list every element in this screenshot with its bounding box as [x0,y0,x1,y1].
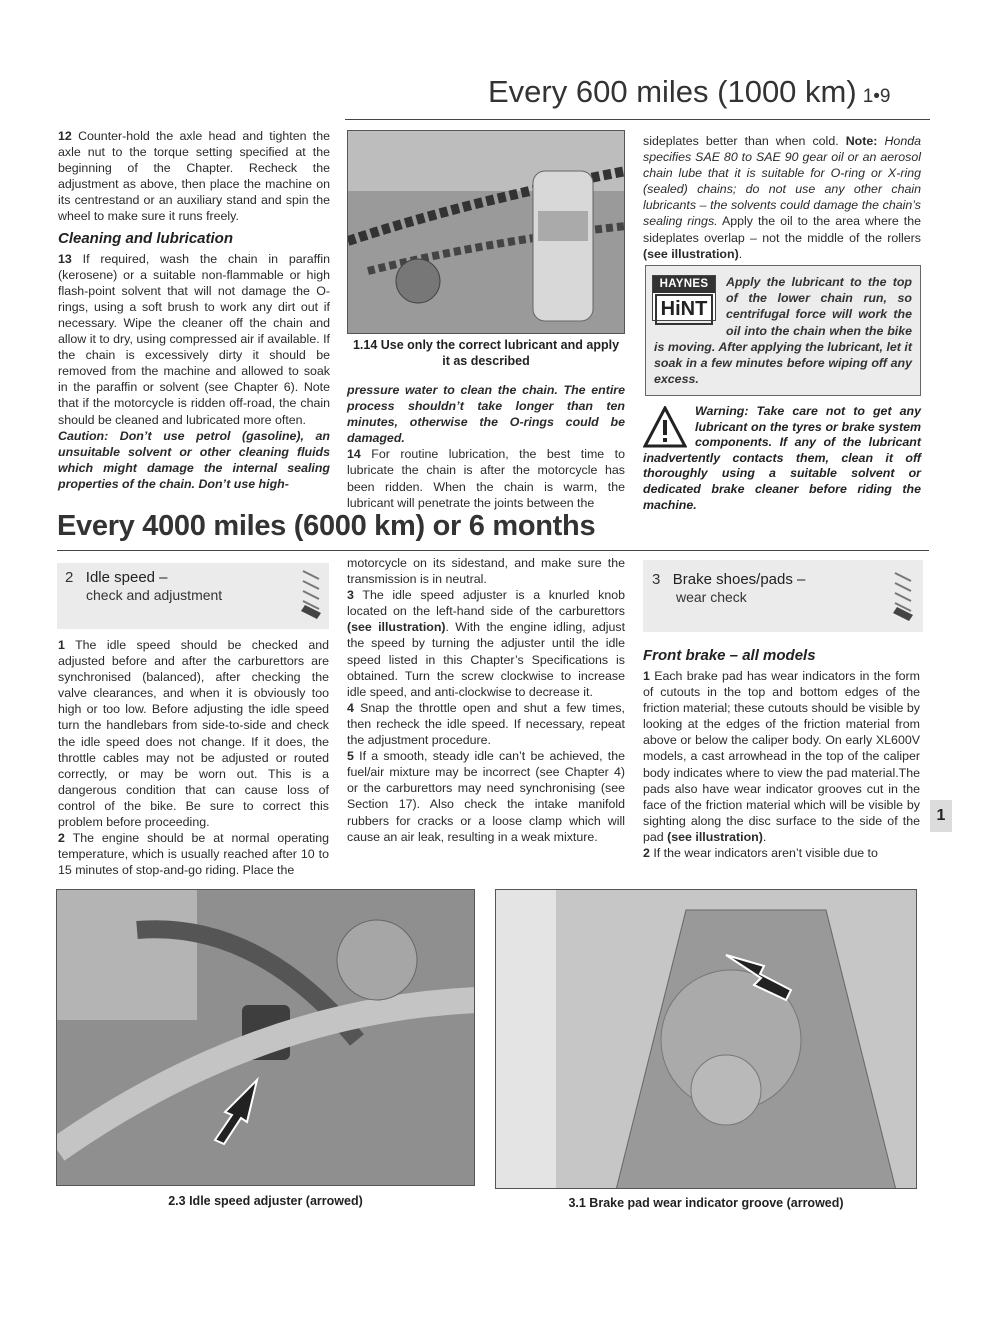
paragraph-text: Snap the throttle open and shut a few times, then recheck the idle speed. If necessary, repeat the adjustment procedure. [347,700,625,748]
section-subtitle: wear check [676,589,747,605]
paragraph-text: If a smooth, steady idle can’t be achieved, the fuel/air mixture may be incorrect (see Chapter 4) or the carburettors may need synchronising (see Section 17). Also check the intake manifold rubbers for cracks or a loose clamp which will cause an air leak, resulting in a weak mixture. [347,749,625,844]
chain-lubrication-illustration [348,131,625,334]
figure-caption-2-3: 2.3 Idle speed adjuster (arrowed) [168,1194,363,1208]
section-number: 3 [652,571,661,588]
step-number: 2 [643,846,650,861]
chapter-tab: 1 [930,800,952,832]
section-title: Every 4000 miles (6000 km) or 6 months [57,510,596,542]
step-number: 13 [58,251,72,266]
idle-speed-adjuster-photo [56,889,475,1186]
note-label: Note: [845,134,878,148]
difficulty-wrench-icon [889,566,917,626]
warning-text: Warning: Take care not to get any lubricant on the tyres or brake system components. If any of the lubricant inadvertently contacts them, clean it off thoroughly using a suitable solvent or dedicated brake cleaner before riding the machine. [643,404,921,512]
paragraph-text: Each brake pad has wear indicators in the form of cutouts in the top and bottom edges of the friction material; these cutouts should be visible by looking at the edges of the friction material from above or below the caliper body. On early XL600V models, a cast arrowhead in the top of the caliper body indicates where to view the pad material.The pads also have wear indicator grooves cut in the face of the friction material which will be visible by sighting along the disc surface to the side of the pad [643,669,920,844]
section-box-brake-pads [643,560,923,632]
paragraph-text: Apply the oil to the area where the sideplates overlap – not the middle of the rollers [643,214,922,245]
paragraph-text: The idle speed should be checked and adjusted before and after the carburettors are synchronised (balanced), after checking the valve clearances, and when it is obviously too high or too low. Before adjusting the idle speed turn the handlebars from side-to-side and check the idle speed does not change. If it does, the throttle cables may not be adjusted or routed correctly, or may be worn out. This is a dangerous condition that can cause loss of control of the bike. Be sure to correct this problem before proceeding. [58,638,330,830]
warning-block [643,404,921,513]
paragraph-5 [347,748,625,845]
paragraph-text: The idle speed adjuster is a knurled knob located on the left-hand side of the carburettors [347,588,625,619]
section-heading-2 [65,569,168,587]
step-number: 2 [58,831,65,846]
see-illustration: (see illustration) [667,829,763,844]
paragraph-text: For routine lubrication, the best time to lubricate the chain is after the motorcycle has been ridden. When the chain is warm, the lubricant will penetrate the joints between the [347,447,625,510]
section-number: 2 [65,569,74,586]
paragraph-text: Counter-hold the axle head and tighten the axle nut to the torque setting specified at the beginning of the Chapter. Recheck the adjustment as above, then place the machine on its centrestand or an auxiliary stand and spin the wheel to make sure it runs freely. [58,129,330,224]
subheading-cleaning: Cleaning and lubrication [58,229,234,247]
column-e [347,555,625,845]
punctuation: . [762,829,767,844]
figure-caption-3-1: 3.1 Brake pad wear indicator groove (arrowed) [568,1196,844,1210]
brake-pad-groove-photo [495,889,917,1189]
section-title-text: Idle speed – [85,569,168,586]
header-rule [345,119,930,120]
step-number: 12 [58,129,72,143]
section-box-idle-speed [57,563,329,629]
column-c [643,133,921,262]
caution-continued: pressure water to clean the chain. The entire process shouldn’t take longer than ten minutes, otherwise the O-rings could be damaged. [347,383,625,446]
paragraph-text: The engine should be at normal operating temperature, which is usually reached after 10 to 15 minutes of stop-and-go riding. Place the [58,831,329,878]
paragraph-14 [347,446,625,510]
step-number: 4 [347,700,354,715]
chain-lubrication-photo [347,130,625,334]
paragraph-text: . With the engine idling, adjust the speed by turning the adjuster until the idle speed listed in this Chapter’s Specifications is obtained. Turn the screw clockwise to increase idle speed, and anti-clockwise to decrease it. [347,620,626,699]
brake-pad-groove-illustration [496,890,917,1189]
paragraph-2 [58,830,329,878]
difficulty-wrench-icon [297,565,325,623]
step-number: 3 [347,588,354,603]
see-illustration: (see illustration) [643,246,739,261]
haynes-hint-logo [652,275,716,321]
see-illustration: (see illustration) [347,620,446,635]
paragraph-12 [58,128,330,225]
paragraph-text: If required, wash the chain in paraffin (kerosene) or a suitable non-flammable or high flash-point solvent that will not damage the O-rings, using a soft brush to work any dirt out if necessary. Wipe the cleaner off the chain and allow it to dry, using compressed air if available. If the chain is excessively dirty it should be removed from the machine and allowed to soak in the paraffin or solvent (see Chapter 6). Note that if the motorcycle is ridden off-road, the chain should be cleaned and lubricated more often. [58,251,330,427]
haynes-hint-box [645,265,921,396]
logo-haynes: HAYNES [653,276,715,293]
column-f [643,645,920,861]
section-title-text: Brake shoes/pads – [672,571,806,588]
step-number: 5 [347,749,354,764]
page-number: 1•9 [862,86,891,107]
paragraph-2-continued: motorcycle on its sidestand, and make sure the transmission is in neutral. [347,556,625,587]
paragraph-text: If the wear indicators aren’t visible due to [653,846,878,861]
note-text: Honda specifies SAE 80 to SAE 90 gear oil or an aerosol chain lube that it is suitable for O-ring or X-ring (sealed) chains; do not use any other chain lubricants – the solvents could damage the chain’s sealing rings. [643,134,921,229]
subheading-front-brake: Front brake – all models [643,647,816,664]
step-number: 1 [58,638,65,652]
paragraph-3 [347,587,625,700]
paragraph-13 [58,251,330,428]
hint-text: Apply the lubricant to the top of the lower chain run, so centrifugal force will work the oil into the chain when the bike is moving. After applying the lubricant, let it soak in a few minutes before wiping off any excess. [654,275,912,387]
step-number: 14 [347,447,361,462]
running-header [488,74,928,120]
section-heading-3 [652,571,805,589]
caution-text: Caution: Don’t use petrol (gasoline), an unsuitable solvent or other cleaning fluids which might damage the internal sealing properties of the chain. Don’t use high- [58,428,330,491]
section-rule [57,550,929,551]
paragraph-1 [58,637,329,830]
paragraph-4 [347,700,625,748]
paragraph-2 [643,845,920,861]
column-b [347,382,625,511]
warning-triangle-icon [643,406,687,448]
section-subtitle: check and adjustment [86,587,223,603]
column-a [58,128,330,492]
column-d [58,637,329,878]
paragraph-text: sideplates better than when cold. [643,134,839,148]
paragraph-1 [643,668,920,845]
header-title: Every 600 miles (1000 km) [488,74,857,109]
punctuation: . [738,246,743,261]
idle-speed-adjuster-illustration [57,890,475,1186]
step-number: 1 [643,669,650,683]
paragraph-continued [643,133,921,262]
logo-hint: HiNT [655,294,713,325]
figure-caption-1-14: 1.14 Use only the correct lubricant and apply it as described [352,338,620,368]
